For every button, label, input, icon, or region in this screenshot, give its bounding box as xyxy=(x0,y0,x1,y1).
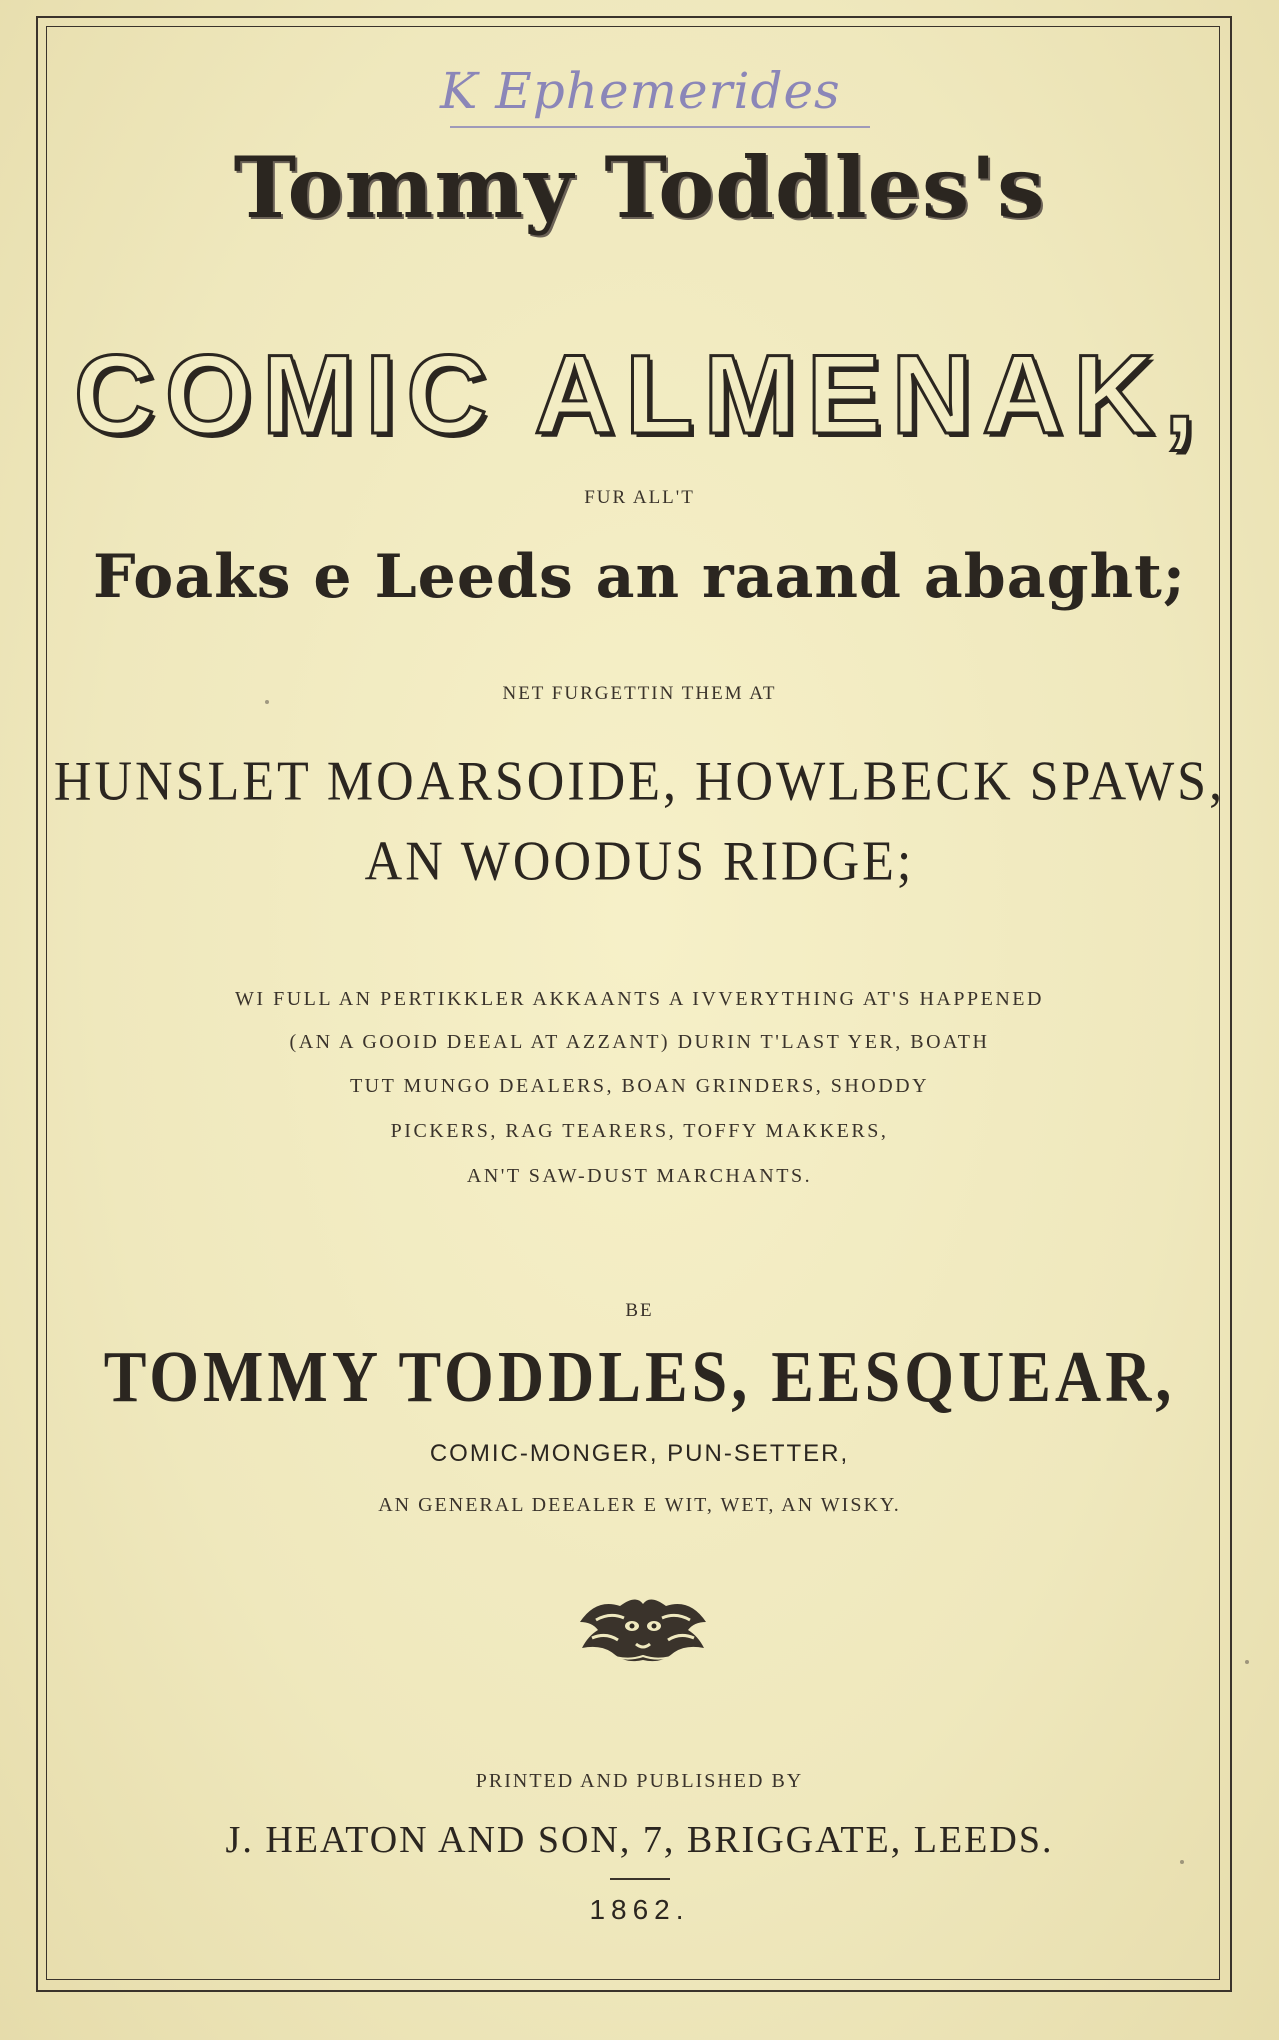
paper-speck xyxy=(1245,1660,1249,1664)
grotesque-face-ornament-icon xyxy=(576,1592,710,1666)
description-line: TUT MUNGO DEALERS, BOAN GRINDERS, SHODDY xyxy=(349,1075,930,1097)
description-line: (AN A GOOID DEEAL AT AZZANT) DURIN T'LAST YER, BOATH xyxy=(289,1031,990,1053)
paper-speck xyxy=(1180,1860,1184,1864)
publication-year: 1862. xyxy=(589,1894,690,1925)
author-role: COMIC-MONGER, PUN-SETTER, xyxy=(429,1440,850,1467)
foaks-line: Foaks e Leeds an raand abaght; xyxy=(92,542,1187,612)
book-title: Tommy Toddles's xyxy=(233,138,1046,237)
fur-line: FUR ALL'T xyxy=(584,487,695,508)
description-line: WI FULL AN PERTIKKLER AKKAANTS A IVVERYTHING AT'S HAPPENED xyxy=(235,988,1044,1010)
paper-speck xyxy=(265,700,269,704)
description-line: AN'T SAW-DUST MARCHANTS. xyxy=(466,1165,813,1187)
author-general: AN GENERAL DEEALER E WIT, WET, AN WISKY. xyxy=(378,1494,901,1516)
annotation-underline xyxy=(450,126,870,128)
net-line: NET FURGETTIN THEM AT xyxy=(502,683,777,704)
main-title: COMIC ALMENAK, xyxy=(73,332,1206,457)
year-rule xyxy=(610,1878,670,1880)
places-line-2: AN WOODUS RIDGE; xyxy=(364,830,915,893)
publisher: J. HEATON AND SON, 7, BRIGGATE, LEEDS. xyxy=(225,1819,1054,1861)
printed-by: PRINTED AND PUBLISHED BY xyxy=(475,1770,804,1792)
author-name: TOMMY TODDLES, EESQUEAR, xyxy=(103,1335,1176,1418)
handwritten-annotation: K Ephemerides xyxy=(440,62,841,120)
be-line: BE xyxy=(625,1300,654,1321)
places-line-1: HUNSLET MOARSOIDE, HOWLBECK SPAWS, xyxy=(53,750,1226,813)
description-line: PICKERS, RAG TEARERS, TOFFY MAKKERS, xyxy=(390,1120,889,1142)
